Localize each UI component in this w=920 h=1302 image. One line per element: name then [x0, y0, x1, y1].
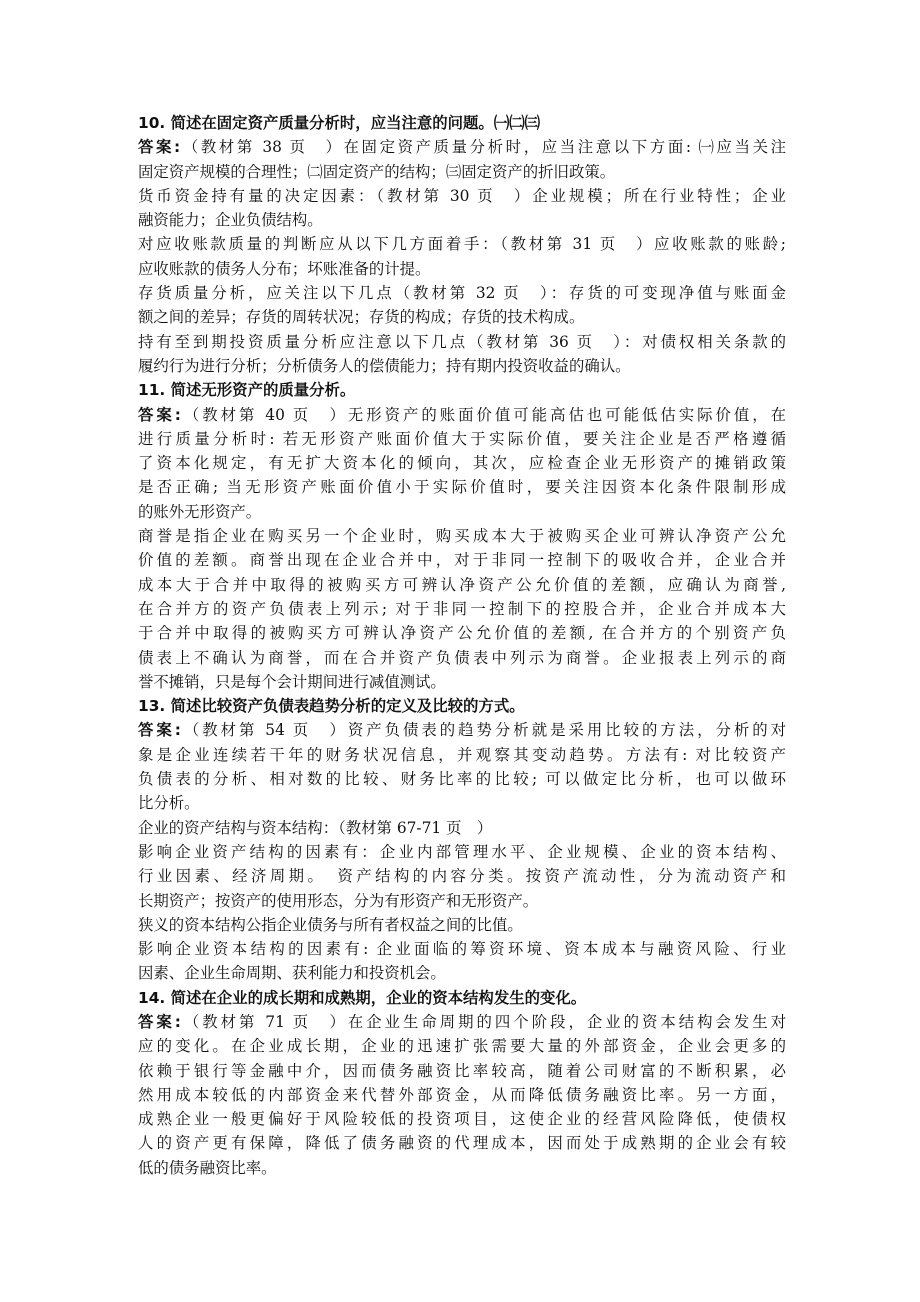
body-line: 债表上不确认为商誉，而在合并资产负债表中列示为商誉。企业报表上列示的商	[138, 648, 786, 667]
question-heading: 10. 简述在固定资产质量分析时，应当注意的问题。㈠㈡㈢	[138, 114, 540, 132]
body-line: 长期资产；按资产的使用形态，分为有形资产和无形资产。	[138, 891, 539, 910]
body-line: 因素、企业生命周期、获利能力和投资机会。	[138, 964, 446, 983]
section-q14	[138, 986, 786, 1180]
document-page	[138, 111, 786, 1180]
answer-label: 答案:	[138, 138, 181, 157]
body-line: 低的债务融资比率。	[138, 1158, 277, 1177]
body-line: 的账外无形资产。	[138, 502, 262, 521]
answer-text: （教材第 71 页 ）在企业生命周期的四个阶段，企业的资本结构会发生对	[180, 1012, 786, 1031]
body-line: 持有至到期投资质量分析应注意以下几点（教材第 36 页 ）：对债权相关条款的	[138, 332, 786, 351]
question-heading: 14. 简述在企业的成长期和成熟期，企业的资本结构发生的变化。	[138, 988, 587, 1007]
answer-text: （教材第 54 页 ）资产负债表的趋势分析就是采用比较的方法，分析的对	[180, 721, 786, 740]
answer-text: （教材第 38 页 ）在固定资产质量分析时，应当注意以下方面: ㈠应当关注	[180, 138, 786, 157]
body-line: 额之间的差异；存货的周转状况；存货的构成；存货的技术构成。	[138, 308, 585, 327]
answer-label: 答案:	[138, 1012, 181, 1031]
body-line: 誉不摊销，只是每个会计期间进行减值测试。	[138, 672, 446, 691]
body-line: 在合并方的资产负债表上列示; 对于非同一控制下的控股合并，企业合并成本大	[138, 599, 786, 618]
body-line: 然用成本较低的内部资金来代替外部资金，从而降低债务融资比率。另一方面，	[138, 1085, 786, 1104]
body-line: 对应收账款质量的判断应从以下几方面着手：（教材第 31 页 ）应收账款的账龄;	[138, 235, 786, 254]
answer-line	[138, 1010, 786, 1034]
body-line: 成熟企业一般更偏好于风险较低的投资项目，这使企业的经营风险降低，使债权	[138, 1110, 786, 1129]
body-line: 是否正确; 当无形资产账面价值小于实际价值时，要关注因资本化条件限制形成	[138, 478, 786, 497]
body-line: 存货质量分析，应关注以下几点（教材第 32 页 ）：存货的可变现净值与账面金	[138, 284, 786, 303]
body-line: 了资本化规定，有无扩大资本化的倾向，其次，应检查企业无形资产的摊销政策	[138, 454, 786, 473]
body-line: 行业因素、经济周期。 资产结构的内容分类。按资产流动性，分为流动资产和	[138, 867, 786, 886]
section-q11	[138, 378, 786, 694]
body-line: 负债表的分析、相对数的比较、财务比率的比较; 可以做定比分析，也可以做环	[138, 770, 786, 789]
answer-line	[138, 718, 786, 742]
body-line: 应的变化。在企业成长期，企业的迅速扩张需要大量的外部资金，企业会更多的	[138, 1037, 786, 1056]
body-line: 商誉是指企业在购买另一个企业时，购买成本大于被购买企业可辨认净资产公允	[138, 527, 786, 546]
body-line: 履约行为进行分析；分析债务人的偿债能力；持有期内投资收益的确认。	[138, 356, 631, 375]
question-heading: 13. 简述比较资产负债表趋势分析的定义及比较的方式。	[138, 697, 525, 716]
section-q10	[138, 111, 786, 378]
body-line: 比分析。	[138, 794, 200, 813]
answer-line	[138, 135, 786, 159]
body-line: 企业的资产结构与资本结构：（教材第 67-71 页 ）	[138, 818, 493, 837]
answer-text: （教材第 40 页 ）无形资产的账面价值可能高估也可能低估实际价值，在	[180, 405, 786, 424]
question-heading: 11. 简述无形资产的质量分析。	[138, 381, 356, 400]
body-line: 于合并中取得的被购买方可辨认净资产公允价值的差额, 在合并方的个别资产负	[138, 624, 786, 643]
body-line: 价值的差额。商誉出现在企业合并中，对于非同一控制下的吸收合并，企业合并	[138, 551, 786, 570]
body-line: 固定资产规模的合理性；㈡固定资产的结构；㈢固定资产的折旧政策。	[138, 162, 616, 181]
body-line: 影响企业资本结构的因素有: 企业面临的筹资环境、资本成本与融资风险、行业	[138, 940, 786, 959]
body-line: 狭义的资本结构公指企业债务与所有者权益之间的比值。	[138, 915, 523, 934]
body-line: 进行质量分析时: 若无形资产账面价值大于实际价值，要关注企业是否严格遵循	[138, 429, 786, 448]
body-line: 应收账款的债务人分布；坏账准备的计提。	[138, 259, 431, 278]
body-line: 象是企业连续若干年的财务状况信息，并观察其变动趋势。方法有: 对比较资产	[138, 745, 786, 764]
section-q13	[138, 694, 786, 986]
answer-label: 答案:	[138, 721, 181, 740]
body-line: 货币资金持有量的决定因素：（教材第 30 页 ）企业规模；所在行业特性；企业	[138, 186, 786, 205]
body-line: 融资能力；企业负债结构。	[138, 211, 323, 230]
body-line: 人的资产更有保障，降低了债务融资的代理成本，因而处于成熟期的企业会有较	[138, 1134, 786, 1153]
answer-line	[138, 403, 786, 427]
body-line: 依赖于银行等金融中介，因而债务融资比率较高，随着公司财富的不断积累，必	[138, 1061, 786, 1080]
body-line: 影响企业资产结构的因素有：企业内部管理水平、企业规模、企业的资本结构、	[138, 842, 786, 861]
body-line: 成本大于合并中取得的被购买方可辨认净资产公允价值的差额，应确认为商誉,	[138, 575, 786, 594]
answer-label: 答案:	[138, 405, 181, 424]
